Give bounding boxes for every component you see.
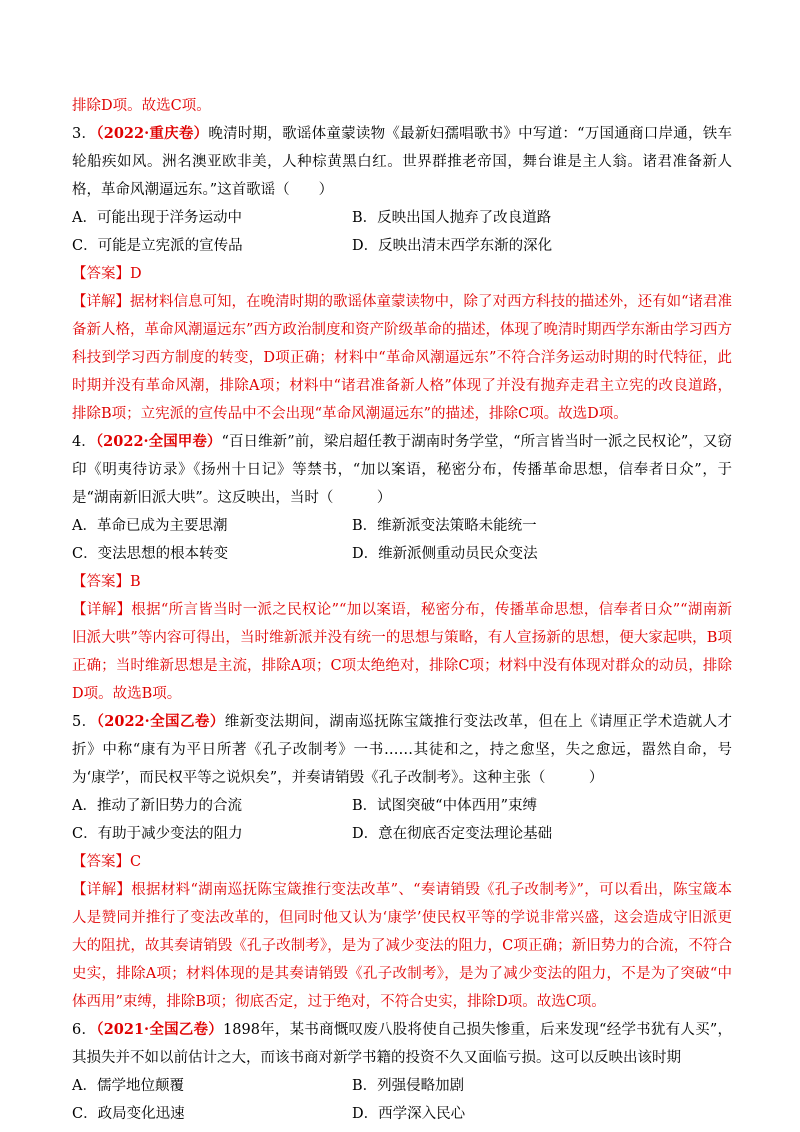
option-c: C．政局变化迅速	[72, 1106, 185, 1122]
question-3	[72, 120, 732, 428]
option-a: A．革命已成为主要思潮	[72, 518, 228, 534]
option-d: D．西学深入民心	[352, 1106, 466, 1122]
answer-value: D	[130, 266, 142, 282]
answer-label: 【答案】	[72, 854, 130, 870]
answer-line	[72, 568, 732, 596]
option-c: C．可能是立宪派的宣传品	[72, 238, 243, 254]
explanation-label: 【详解】	[72, 602, 132, 618]
explanation-label: 【详解】	[72, 882, 132, 898]
question-4	[72, 428, 732, 708]
question-6	[72, 1016, 732, 1128]
option-c: C．有助于减少变法的阻力	[72, 826, 243, 842]
option-d: D．意在彻底否定变法理论基础	[352, 826, 553, 842]
explanation	[72, 876, 732, 1016]
options	[72, 512, 732, 568]
options	[72, 1072, 732, 1128]
option-b: B．试图突破“中体西用”束缚	[352, 798, 537, 814]
question-source: （2022·全国甲卷）	[95, 433, 222, 450]
option-a: A．推动了新旧势力的合流	[72, 798, 242, 814]
explanation	[72, 288, 732, 428]
question-source: （2022·重庆卷）	[96, 125, 209, 142]
option-b: B．维新派变法策略未能统一	[352, 518, 537, 534]
question-stem	[72, 428, 732, 512]
option-b: B．列强侵略加剧	[352, 1078, 465, 1094]
previous-answer-tail: 排除D项。故选C项。	[72, 98, 211, 114]
question-text: “百日维新”前，梁启超任教于湖南时务学堂，“所言皆当时一派之民权论”，又窃印《明夷待访录》《扬州十日记》等禁书，“加以案语，秘密分布，传播革命思想，信奉者日众”，于是“湖南新旧派大哄”。这反映出，当时（ ）	[72, 434, 732, 506]
option-b: B．反映出国人抛弃了改良道路	[352, 210, 552, 226]
question-source: （2022·全国乙卷）	[96, 713, 225, 730]
question-5	[72, 708, 732, 1016]
question-source: （2021·全国乙卷）	[96, 1021, 224, 1038]
question-stem	[72, 1016, 732, 1072]
answer-line	[72, 260, 732, 288]
explanation	[72, 596, 732, 708]
options	[72, 204, 732, 260]
explanation-label: 【详解】	[72, 294, 131, 310]
question-number: 6．	[72, 1022, 97, 1038]
answer-value: C	[130, 854, 142, 870]
question-number: 4．	[72, 434, 96, 450]
answer-value: B	[130, 574, 141, 590]
question-stem	[72, 120, 732, 204]
answer-label: 【答案】	[72, 266, 130, 282]
question-number: 3．	[72, 126, 97, 142]
option-a: A．儒学地位颠覆	[72, 1078, 184, 1094]
question-text: 1898年，某书商慨叹废八股将使自己损失惨重，后来发现“经学书犹有人买”，其损失并不如以前估计之大，而该书商对新学书籍的投资不久又面临亏损。这可以反映出该时期	[72, 1022, 732, 1066]
question-text: 维新变法期间，湖南巡抚陈宝箴推行变法改革，但在上《请厘正学术造就人才折》中称“康有为平日所著《孔子改制考》一书……其徒和之，持之愈坚，失之愈远，嚣然自命，号为‘康学’，而民权平等之说炽矣”，并奏请销毁《孔子改制考》。这种主张（ ）	[72, 714, 733, 786]
page-content	[72, 92, 732, 1128]
explanation-text: 据材料信息可知，在晚清时期的歌谣体童蒙读物中，除了对西方科技的描述外，还有如“诸君准备新人格，革命风潮逼远东”西方政治制度和资产阶级革命的描述，体现了晚清时期西学东渐由学习西方科技到学习西方制度的转变，D项正确；材料中“革命风潮逼远东”不符合洋务运动时期的时代特征，此时期并没有革命风潮，排除A项；材料中“诸君准备新人格”体现了并没有抛弃走君主立宪的改良道路，排除B项；立宪派的宣传品中不会出现“革命风潮逼远东”的描述，排除C项。故选D项。	[72, 294, 732, 422]
option-a: A．可能出现于洋务运动中	[72, 210, 242, 226]
explanation-text: 根据材料“湖南巡抚陈宝箴推行变法改革”、“奏请销毁《孔子改制考》”，可以看出，陈宝箴本人是赞同并推行了变法改革的，但同时他又认为‘康学’使民权平等的学说非常兴盛，这会造成守旧派更大的阻扰，故其奏请销毁《孔子改制考》，是为了减少变法的阻力，C项正确；新旧势力的合流，不符合史实，排除A项；材料体现的是其奏请销毁《孔子改制考》，是为了减少变法的阻力，不是为了突破“中体西用”束缚，排除B项；彻底否定，过于绝对，不符合史实，排除D项。故选C项。	[72, 882, 733, 1010]
question-stem	[72, 708, 732, 792]
question-number: 5．	[72, 714, 97, 730]
options	[72, 792, 732, 848]
answer-label: 【答案】	[72, 574, 130, 590]
option-d: D．维新派侧重动员民众变法	[352, 546, 538, 562]
explanation-text: 根据“所言皆当时一派之民权论”“加以案语，秘密分布，传播革命思想，信奉者日众”“湖南新旧派大哄”等内容可得出，当时维新派并没有统一的思想与策略，有人宣扬新的思想，便大家起哄，B项正确；当时维新思想是主流，排除A项；C项太绝绝对，排除C项；材料中没有体现对群众的动员，排除D项。故选B项。	[72, 602, 733, 702]
answer-line	[72, 848, 732, 876]
option-c: C．变法思想的根本转变	[72, 546, 229, 562]
question-text: 晚清时期，歌谣体童蒙读物《最新妇孺唱歌书》中写道：“万国通商口岸通，铁车轮船疾如风。洲名澳亚欧非美，人种棕黄黑白红。世界群推老帝国，舞台谁是主人翁。诸君准备新人格，革命风潮逼远东。”这首歌谣（ ）	[72, 126, 732, 198]
option-d: D．反映出清末西学东渐的深化	[352, 238, 553, 254]
